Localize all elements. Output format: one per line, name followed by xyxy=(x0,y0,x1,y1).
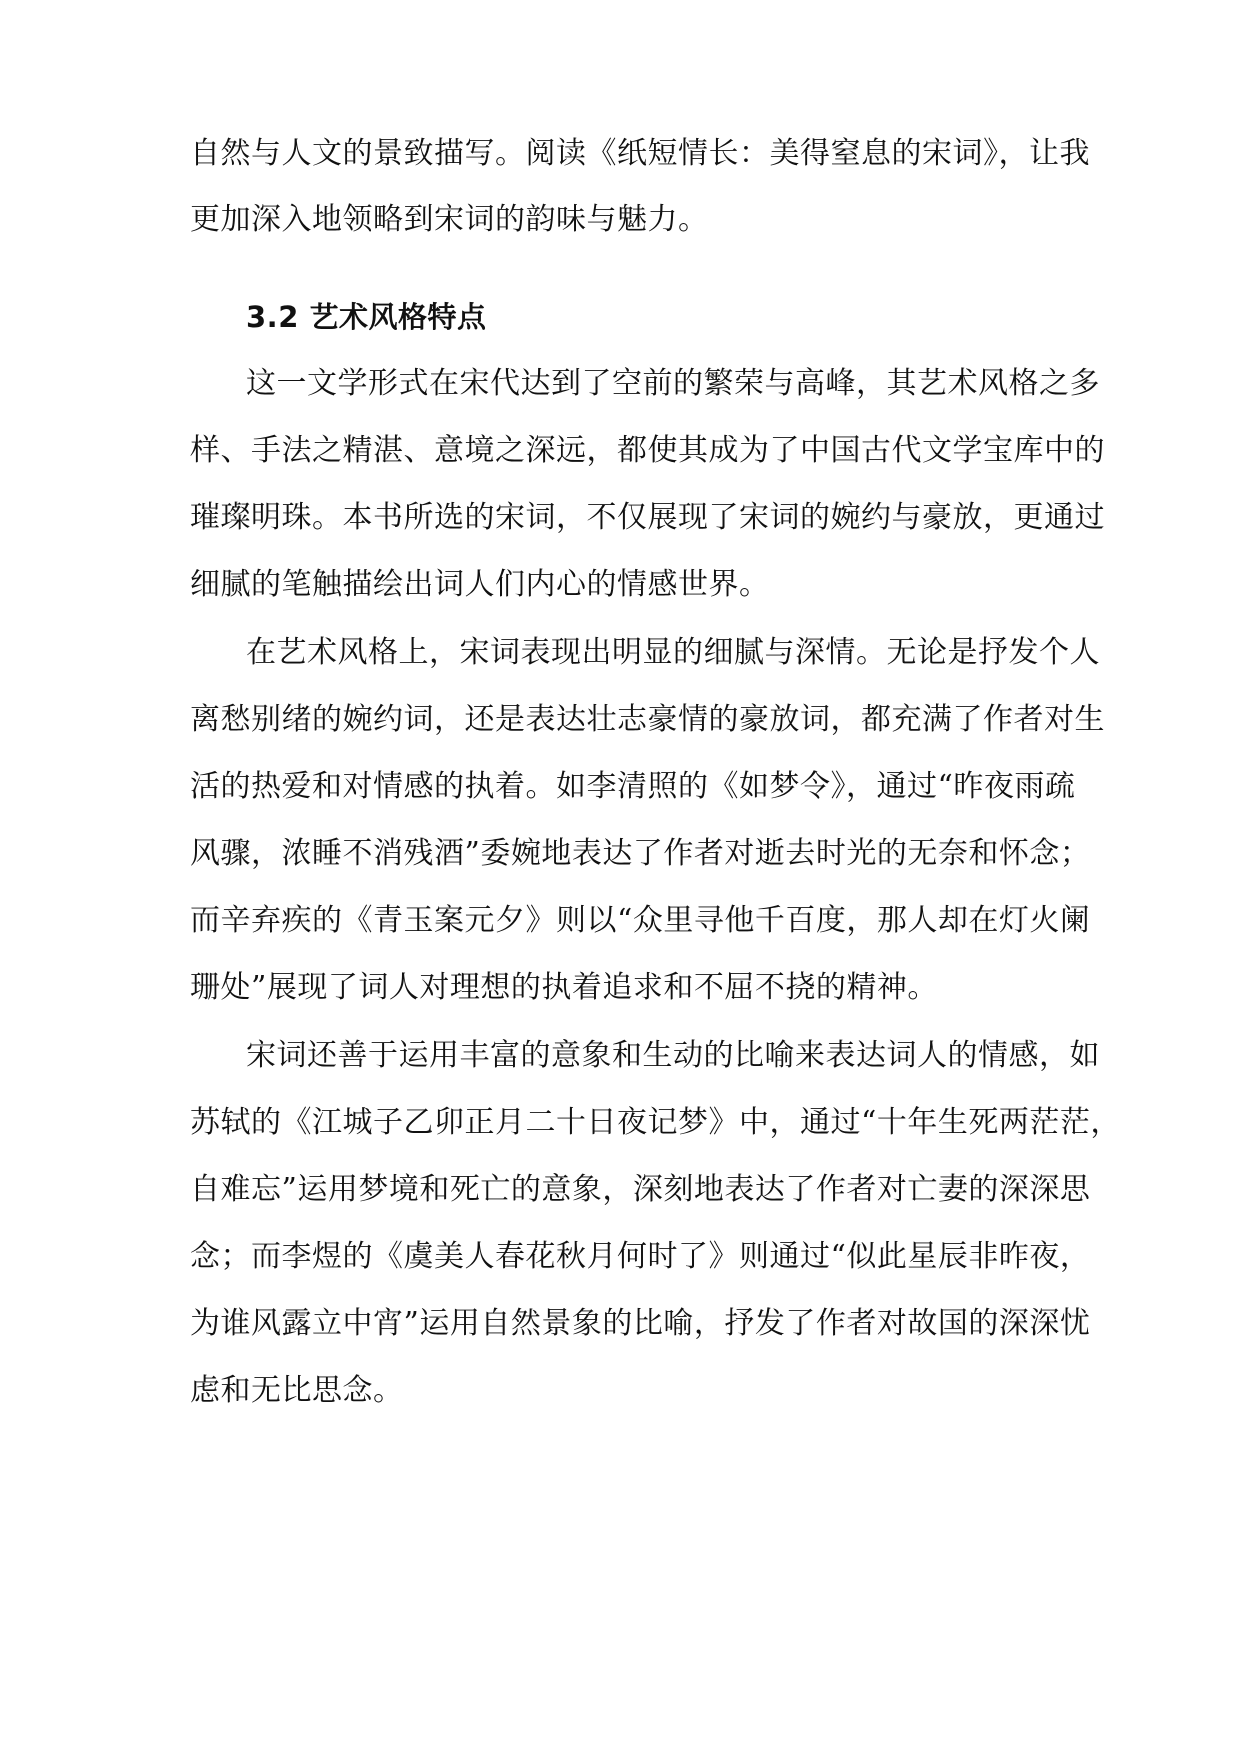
text-line: 自然与人文的景致描写。阅读《纸短情长：美得窒息的宋词》，让我 xyxy=(190,136,1090,171)
text-line: 苏轼的《江城子乙卯正月二十日夜记梦》中，通过“十年生死两茫茫， xyxy=(190,1105,1121,1140)
text-line: 样、手法之精湛、意境之深远，都使其成为了中国古代文学宝库中的 xyxy=(190,433,1105,468)
text-line: 念；而李煜的《虞美人春花秋月何时了》则通过“似此星辰非昨夜， xyxy=(190,1239,1091,1274)
text-line: 宋词还善于运用丰富的意象和生动的比喻来表达词人的情感，如 xyxy=(246,1038,1100,1073)
text-line: 为谁风露立中宵”运用自然景象的比喻，抒发了作者对故国的深深忧 xyxy=(190,1306,1091,1341)
text-line: 更加深入地领略到宋词的韵味与魅力。 xyxy=(190,202,709,237)
text-line: 细腻的笔触描绘出词人们内心的情感世界。 xyxy=(190,567,770,602)
text-line: 风骤，浓睡不消残酒”委婉地表达了作者对逝去时光的无奈和怀念； xyxy=(190,836,1091,871)
text-line: 离愁别绪的婉约词，还是表达壮志豪情的豪放词，都充满了作者对生 xyxy=(190,702,1105,737)
text-line: 这一文学形式在宋代达到了空前的繁荣与高峰，其艺术风格之多 xyxy=(246,366,1100,401)
text-line: 珊处”展现了词人对理想的执着追求和不屈不挠的精神。 xyxy=(190,970,938,1005)
section-heading: 3.2 艺术风格特点 xyxy=(246,300,487,334)
text-line: 活的热爱和对情感的执着。如李清照的《如梦令》，通过“昨夜雨疏 xyxy=(190,769,1076,804)
text-line: 而辛弃疾的《青玉案元夕》则以“众里寻他千百度，那人却在灯火阑 xyxy=(190,903,1091,938)
text-line: 在艺术风格上，宋词表现出明显的细腻与深情。无论是抒发个人 xyxy=(246,635,1100,670)
text-line: 虑和无比思念。 xyxy=(190,1373,404,1408)
text-line: 自难忘”运用梦境和死亡的意象，深刻地表达了作者对亡妻的深深思 xyxy=(190,1172,1091,1207)
text-line: 璀璨明珠。本书所选的宋词，不仅展现了宋词的婉约与豪放，更通过 xyxy=(190,500,1105,535)
